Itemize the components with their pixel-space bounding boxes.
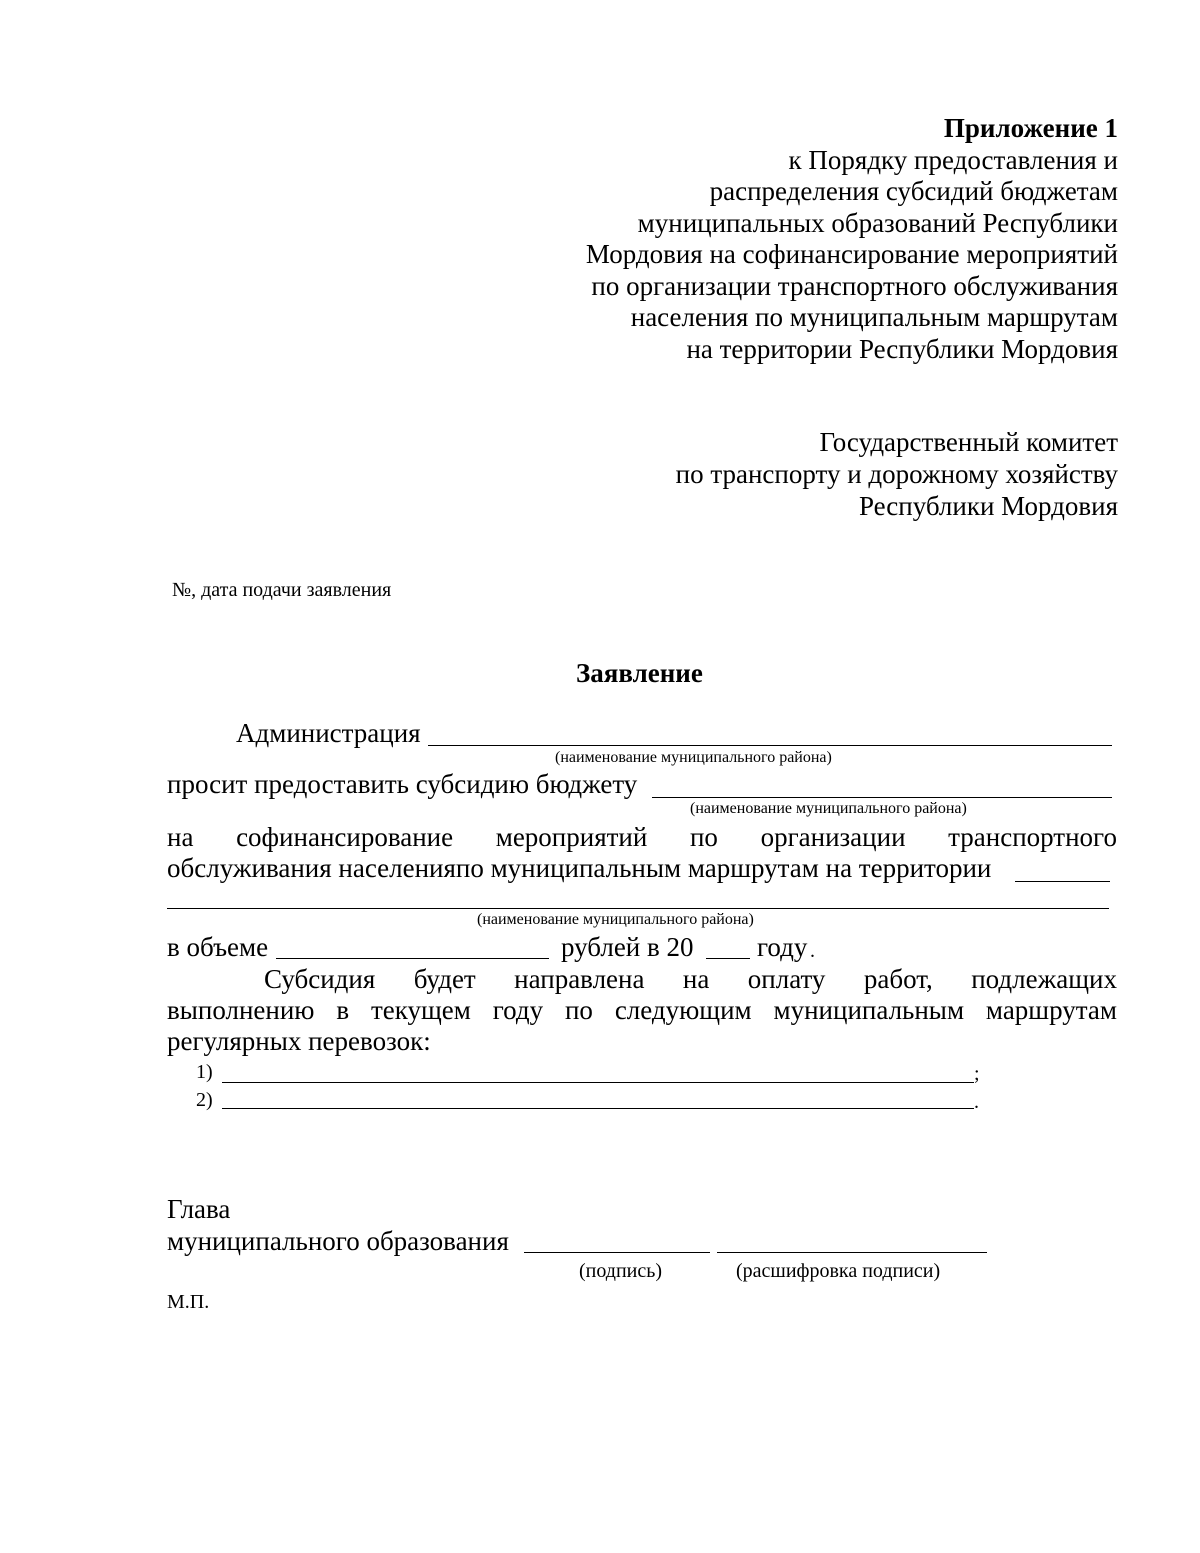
year-label: году <box>757 932 808 962</box>
cofinancing-line <box>167 824 1117 851</box>
number-date-label: №, дата подачи заявления <box>172 579 392 601</box>
rubles-label: рублей в 20 <box>561 932 694 962</box>
appendix-title: Приложение 1 <box>943 113 1118 143</box>
addressee-line: Республики Мордовия <box>858 491 1118 521</box>
appendix-line: населения по муниципальным маршрутам <box>630 302 1118 332</box>
word: маршрутам <box>985 995 1117 1025</box>
addressee-line: Государственный комитет <box>819 427 1118 457</box>
appendix-line: муниципальных образований Республики <box>637 208 1118 238</box>
word: Субсидия <box>264 964 376 994</box>
amount-blank[interactable] <box>276 958 549 959</box>
period: . <box>810 940 815 962</box>
word: будет <box>413 964 476 994</box>
appendix-line: Мордовия на софинансирование мероприятий <box>585 239 1118 269</box>
appendix-line: на территории Республики Мордовия <box>686 334 1118 364</box>
request-label: просит предоставить субсидию бюджету <box>167 769 638 799</box>
word: направлена <box>514 964 645 994</box>
word: по <box>689 822 718 852</box>
appendix-line: к Порядку предоставления и <box>788 145 1118 175</box>
word: софинансирование <box>236 822 454 852</box>
territory-blank-short[interactable] <box>1015 881 1110 882</box>
district-hint: (наименование муниципального района) <box>555 749 832 766</box>
word: году <box>492 995 544 1025</box>
route-blank[interactable] <box>222 1108 974 1109</box>
budget-blank[interactable] <box>652 797 1112 798</box>
word: на <box>682 964 710 994</box>
word: текущем <box>370 995 471 1025</box>
word: мероприятий <box>495 822 648 852</box>
head-label: Глава <box>167 1194 231 1224</box>
route-end: ; <box>974 1063 980 1085</box>
signature-blank[interactable] <box>524 1252 710 1253</box>
document-title: Заявление <box>576 658 703 688</box>
word: муниципальным <box>773 995 965 1025</box>
subsidy-line <box>264 966 1117 993</box>
route-number: 1) <box>196 1061 213 1083</box>
addressee-line: по транспорту и дорожному хозяйству <box>675 459 1118 489</box>
word: оплату <box>747 964 826 994</box>
municipality-label: муниципального образования <box>167 1226 509 1256</box>
word: на <box>167 822 194 852</box>
stamp-label: М.П. <box>167 1291 210 1313</box>
route-end: . <box>974 1091 979 1113</box>
appendix-line: по организации транспортного обслуживания <box>591 271 1118 301</box>
signature-decode-blank[interactable] <box>717 1252 987 1253</box>
route-number: 2) <box>196 1089 213 1111</box>
administration-blank[interactable] <box>428 745 1112 746</box>
word: транспортного <box>948 822 1117 852</box>
year-blank[interactable] <box>706 958 750 959</box>
regular-transport-line: регулярных перевозок: <box>167 1026 431 1056</box>
signature-decode-hint: (расшифровка подписи) <box>736 1260 941 1282</box>
word: работ, <box>863 964 933 994</box>
district-hint: (наименование муниципального района) <box>477 911 754 928</box>
word: организации <box>760 822 906 852</box>
word: в <box>336 995 350 1025</box>
word: по <box>564 995 593 1025</box>
district-hint: (наименование муниципального района) <box>690 800 967 817</box>
route-blank[interactable] <box>222 1082 974 1083</box>
execution-line <box>167 997 1117 1024</box>
administration-label: Администрация <box>236 718 421 748</box>
service-line: обслуживания населенияпо муниципальным маршрутам на территории <box>167 853 992 883</box>
word: выполнению <box>167 995 315 1025</box>
volume-label: в объеме <box>167 932 269 962</box>
signature-hint: (подпись) <box>579 1260 663 1282</box>
word: следующим <box>614 995 752 1025</box>
territory-blank-long[interactable] <box>167 908 1109 909</box>
word: подлежащих <box>971 964 1117 994</box>
appendix-line: распределения субсидий бюджетам <box>709 176 1118 206</box>
